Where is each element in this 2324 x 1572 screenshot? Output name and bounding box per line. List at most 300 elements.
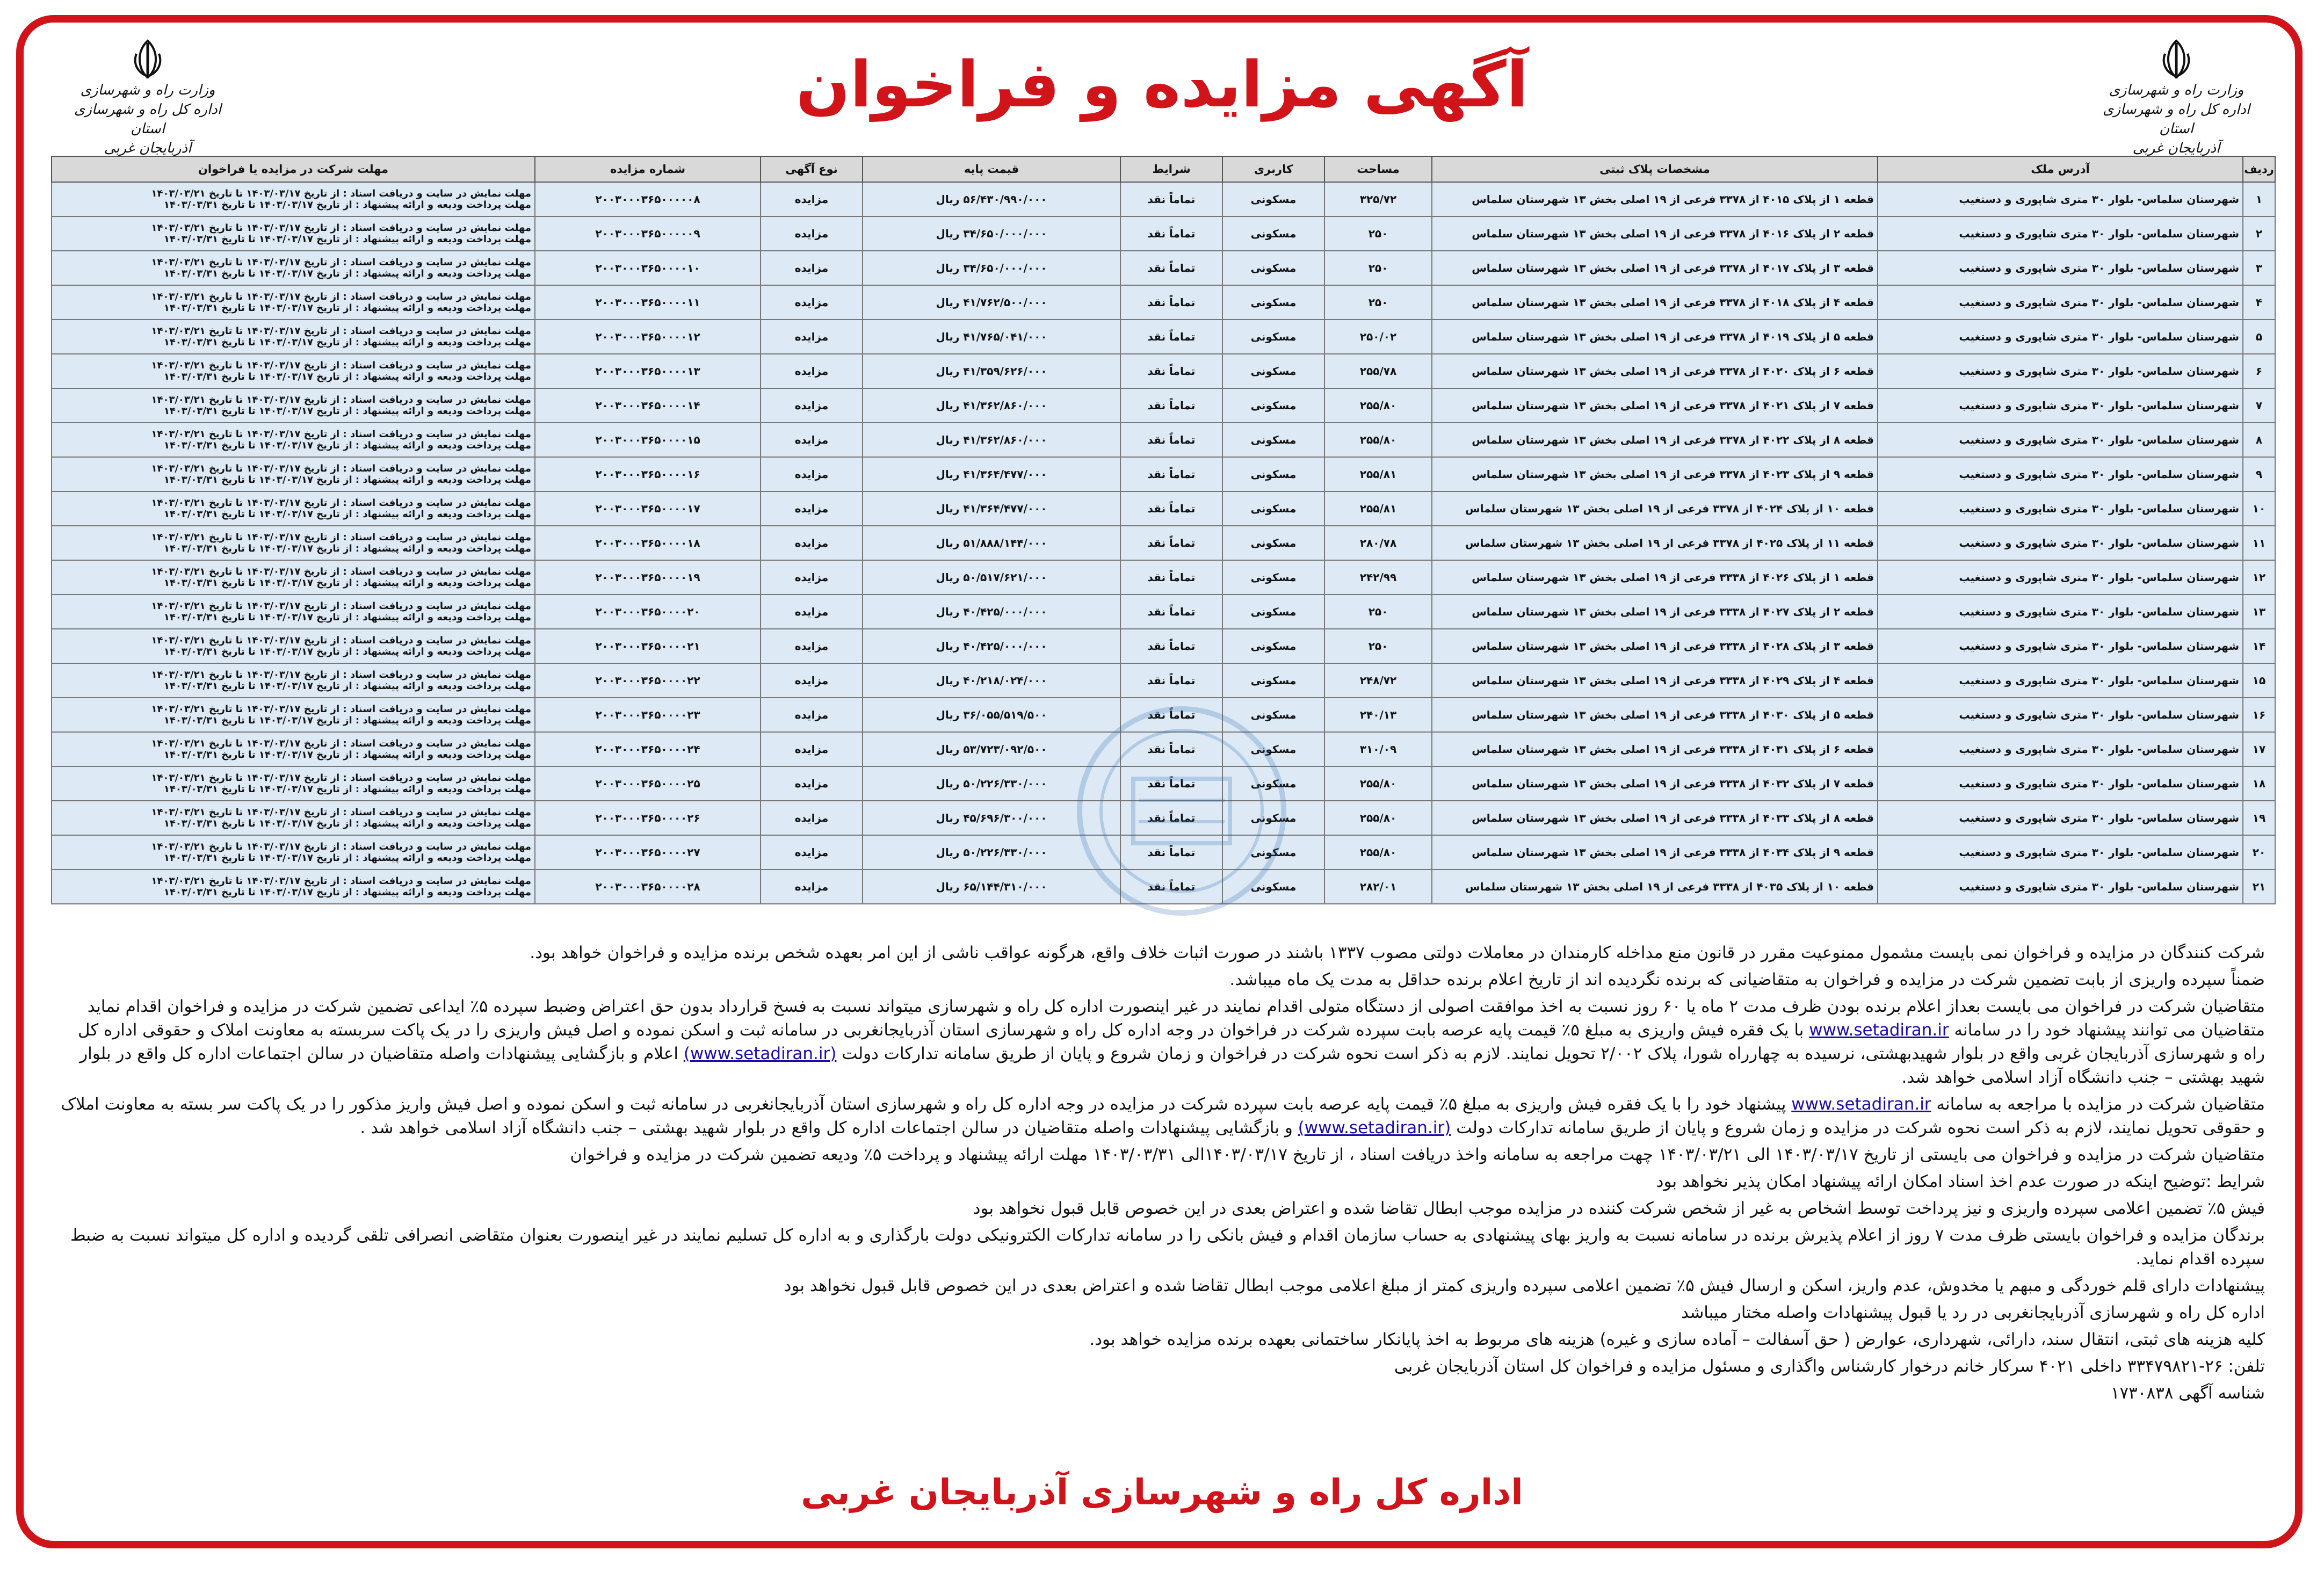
- cell-deadline: [52, 320, 535, 354]
- cell-usage: مسکونی: [1222, 766, 1324, 801]
- cell-usage: مسکونی: [1222, 423, 1324, 457]
- cell-row-number: ۵: [2243, 320, 2275, 354]
- table-row: [52, 560, 2275, 595]
- deadline-line: مهلت نمایش در سایت و دریافت اسناد : از تاریخ ۱۴۰۳/۰۳/۱۷ تا تاریخ ۱۴۰۳/۰۳/۲۱: [151, 222, 531, 234]
- cell-plak: قطعه ۷ از پلاک ۴۰۳۲ از ۳۳۳۸ فرعی از ۱۹ اصلی بخش ۱۳ شهرستان سلماس: [1432, 766, 1878, 801]
- table-row: [52, 216, 2275, 251]
- cell-row-number: ۶: [2243, 354, 2275, 388]
- cell-base-price: ۳۴/۶۵۰/۰۰۰/۰۰۰ ریال: [863, 251, 1120, 285]
- cell-conditions: تماماً نقد: [1120, 560, 1222, 595]
- cell-auction-number: ۲۰۰۳۰۰۰۳۶۵۰۰۰۰۲۶: [535, 801, 761, 835]
- cell-usage: مسکونی: [1222, 595, 1324, 629]
- cell-auction-number: ۲۰۰۳۰۰۰۳۶۵۰۰۰۰۲۲: [535, 663, 761, 698]
- cell-address: شهرستان سلماس- بلوار ۳۰ متری شاپوری و دستغیب: [1878, 663, 2243, 698]
- deadline-line: مهلت پرداخت ودیعه و ارائه پیشنهاد : از تاریخ ۱۴۰۳/۰۳/۱۷ تا تاریخ ۱۴۰۳/۰۳/۳۱: [163, 509, 531, 520]
- cell-deadline: [52, 354, 535, 388]
- watermark-stamp: [1069, 698, 1294, 924]
- table-row: [52, 663, 2275, 698]
- cell-ad-type: مزایده: [761, 801, 863, 835]
- logo-line-1: وزارت راه و شهرسازی: [2109, 82, 2244, 98]
- cell-conditions: تماماً نقد: [1120, 835, 1222, 870]
- cell-area: ۳۱۰/۰۹: [1324, 732, 1432, 766]
- col-header-area: مساحت: [1324, 156, 1432, 182]
- deadline-line: مهلت پرداخت ودیعه و ارائه پیشنهاد : از تاریخ ۱۴۰۳/۰۳/۱۷ تا تاریخ ۱۴۰۳/۰۳/۳۱: [163, 371, 531, 382]
- cell-area: ۲۵۰: [1324, 629, 1432, 663]
- deadline-line: مهلت نمایش در سایت و دریافت اسناد : از تاریخ ۱۴۰۳/۰۳/۱۷ تا تاریخ ۱۴۰۳/۰۳/۲۱: [151, 772, 531, 784]
- cell-area: ۲۵۵/۷۸: [1324, 354, 1432, 388]
- cell-address: شهرستان سلماس- بلوار ۳۰ متری شاپوری و دستغیب: [1878, 216, 2243, 251]
- cell-deadline: [52, 182, 535, 216]
- cell-conditions: تماماً نقد: [1120, 216, 1222, 251]
- cell-area: ۲۵۰: [1324, 285, 1432, 320]
- cell-conditions: تماماً نقد: [1120, 801, 1222, 835]
- col-header-ad-type: نوع آگهی: [761, 156, 863, 182]
- cell-area: ۳۲۵/۷۲: [1324, 182, 1432, 216]
- cell-address: شهرستان سلماس- بلوار ۳۰ متری شاپوری و دستغیب: [1878, 870, 2243, 904]
- cell-deadline: [52, 491, 535, 526]
- col-header-deadline: مهلت شرکت در مزایده یا فراخوان: [52, 156, 535, 182]
- col-header-base-price: قیمت پایه: [863, 156, 1120, 182]
- cell-auction-number: ۲۰۰۳۰۰۰۳۶۵۰۰۰۰۱۷: [535, 491, 761, 526]
- cell-usage: مسکونی: [1222, 182, 1324, 216]
- cell-row-number: ۱: [2243, 182, 2275, 216]
- col-header-row-number: ردیف: [2243, 156, 2275, 182]
- col-header-usage: کاربری: [1222, 156, 1324, 182]
- cell-usage: مسکونی: [1222, 835, 1324, 870]
- cell-area: ۲۵۵/۸۰: [1324, 423, 1432, 457]
- cell-auction-number: ۲۰۰۳۰۰۰۳۶۵۰۰۰۰۲۵: [535, 766, 761, 801]
- cell-row-number: ۱۵: [2243, 663, 2275, 698]
- cell-conditions: تماماً نقد: [1120, 629, 1222, 663]
- deadline-line: مهلت پرداخت ودیعه و ارائه پیشنهاد : از تاریخ ۱۴۰۳/۰۳/۱۷ تا تاریخ ۱۴۰۳/۰۳/۳۱: [163, 577, 531, 589]
- cell-auction-number: ۲۰۰۳۰۰۰۳۶۵۰۰۰۰۲۷: [535, 835, 761, 870]
- note-paragraph: کلیه هزینه های ثبتی، انتقال سند، دارائی، شهرداری، عوارض ( حق آسفالت – آماده سازی و غیره) هزینه های مربوط به اخذ پایانکار ساختمانی بعهده برنده مزایده خواهد بود.: [1089, 1330, 2265, 1349]
- cell-auction-number: ۲۰۰۳۰۰۰۳۶۵۰۰۰۰۱۹: [535, 560, 761, 595]
- deadline-line: مهلت پرداخت ودیعه و ارائه پیشنهاد : از تاریخ ۱۴۰۳/۰۳/۱۷ تا تاریخ ۱۴۰۳/۰۳/۳۱: [163, 268, 531, 279]
- cell-deadline: [52, 423, 535, 457]
- cell-address: شهرستان سلماس- بلوار ۳۰ متری شاپوری و دستغیب: [1878, 491, 2243, 526]
- cell-plak: قطعه ۷ از پلاک ۴۰۲۱ از ۳۳۷۸ فرعی از ۱۹ اصلی بخش ۱۳ شهرستان سلماس: [1432, 388, 1878, 423]
- footer-organization: اداره کل راه و شهرسازی آذربایجان غربی: [801, 1472, 1523, 1513]
- cell-address: شهرستان سلماس- بلوار ۳۰ متری شاپوری و دستغیب: [1878, 423, 2243, 457]
- cell-base-price: ۴۵/۶۹۶/۳۰۰/۰۰۰ ریال: [863, 801, 1120, 835]
- cell-plak: قطعه ۱۰ از پلاک ۴۰۳۵ از ۳۳۳۸ فرعی از ۱۹ اصلی بخش ۱۳ شهرستان سلماس: [1432, 870, 1878, 904]
- cell-ad-type: مزایده: [761, 835, 863, 870]
- deadline-line: مهلت پرداخت ودیعه و ارائه پیشنهاد : از تاریخ ۱۴۰۳/۰۳/۱۷ تا تاریخ ۱۴۰۳/۰۳/۳۱: [163, 337, 531, 348]
- deadline-line: مهلت نمایش در سایت و دریافت اسناد : از تاریخ ۱۴۰۳/۰۳/۱۷ تا تاریخ ۱۴۰۳/۰۳/۲۱: [151, 429, 531, 440]
- deadline-line: مهلت پرداخت ودیعه و ارائه پیشنهاد : از تاریخ ۱۴۰۳/۰۳/۱۷ تا تاریخ ۱۴۰۳/۰۳/۳۱: [163, 543, 531, 554]
- cell-deadline: [52, 698, 535, 732]
- cell-ad-type: مزایده: [761, 285, 863, 320]
- cell-auction-number: ۲۰۰۳۰۰۰۳۶۵۰۰۰۰۲۸: [535, 870, 761, 904]
- cell-row-number: ۱۶: [2243, 698, 2275, 732]
- cell-deadline: [52, 526, 535, 560]
- cell-row-number: ۱۴: [2243, 629, 2275, 663]
- cell-ad-type: مزایده: [761, 595, 863, 629]
- note-paragraph: متقاضیان شرکت در مزایده با مراجعه به سامانه www.setadiran.ir پیشنهاد خود را با یک فقره فیش واریزی به مبلغ ۵٪ قیمت پایه عرصه بابت سپرده شرکت در مزایده در وجه اداره کل راه و شهرسازی استان آذربایجانغربی در سامانه ثبت و اسکن نموده و اصل فیش واریز مذکور را در یک پاکت سر بسته به معاونت املاک و حقوقی تحویل نمایند، لازم به ذکر است نحوه شرکت در مزایده و زمان شروع و پایان از طریق سامانه تدارکات دولت (www.setadiran.ir) و بازگشایی پیشنهادات واصله متقاضیان در سالن اجتماعات اداره کل واقع در بلوار شهید بهشتی – جنب دانشگاه آزاد اسلامی خواهد شد .: [61, 1095, 2265, 1138]
- cell-auction-number: ۲۰۰۳۰۰۰۳۶۵۰۰۰۰۰۸: [535, 182, 761, 216]
- deadline-line: مهلت نمایش در سایت و دریافت اسناد : از تاریخ ۱۴۰۳/۰۳/۱۷ تا تاریخ ۱۴۰۳/۰۳/۲۱: [151, 669, 531, 680]
- cell-usage: مسکونی: [1222, 560, 1324, 595]
- cell-base-price: ۳۴/۶۵۰/۰۰۰/۰۰۰ ریال: [863, 216, 1120, 251]
- logo-line-2: اداره کل راه و شهرسازی استان: [2102, 102, 2250, 137]
- cell-address: شهرستان سلماس- بلوار ۳۰ متری شاپوری و دستغیب: [1878, 560, 2243, 595]
- cell-area: ۲۸۲/۰۱: [1324, 870, 1432, 904]
- cell-plak: قطعه ۹ از پلاک ۴۰۳۴ از ۳۳۳۸ فرعی از ۱۹ اصلی بخش ۱۳ شهرستان سلماس: [1432, 835, 1878, 870]
- deadline-line: مهلت پرداخت ودیعه و ارائه پیشنهاد : از تاریخ ۱۴۰۳/۰۳/۱۷ تا تاریخ ۱۴۰۳/۰۳/۳۱: [163, 612, 531, 623]
- cell-base-price: ۵۰/۵۱۷/۶۲۱/۰۰۰ ریال: [863, 560, 1120, 595]
- conditions-text: [57, 941, 2265, 1408]
- cell-deadline: [52, 388, 535, 423]
- cell-usage: مسکونی: [1222, 629, 1324, 663]
- cell-ad-type: مزایده: [761, 526, 863, 560]
- deadline-line: مهلت پرداخت ودیعه و ارائه پیشنهاد : از تاریخ ۱۴۰۳/۰۳/۱۷ تا تاریخ ۱۴۰۳/۰۳/۳۱: [163, 234, 531, 245]
- cell-address: شهرستان سلماس- بلوار ۳۰ متری شاپوری و دستغیب: [1878, 732, 2243, 766]
- cell-address: شهرستان سلماس- بلوار ۳۰ متری شاپوری و دستغیب: [1878, 629, 2243, 663]
- deadline-line: مهلت نمایش در سایت و دریافت اسناد : از تاریخ ۱۴۰۳/۰۳/۱۷ تا تاریخ ۱۴۰۳/۰۳/۲۱: [151, 188, 531, 199]
- cell-row-number: ۱۱: [2243, 526, 2275, 560]
- cell-conditions: تماماً نقد: [1120, 732, 1222, 766]
- cell-base-price: ۶۵/۱۴۴/۳۱۰/۰۰۰ ریال: [863, 870, 1120, 904]
- cell-address: شهرستان سلماس- بلوار ۳۰ متری شاپوری و دستغیب: [1878, 388, 2243, 423]
- cell-auction-number: ۲۰۰۳۰۰۰۳۶۵۰۰۰۰۰۹: [535, 216, 761, 251]
- cell-deadline: [52, 285, 535, 320]
- deadline-line: مهلت پرداخت ودیعه و ارائه پیشنهاد : از تاریخ ۱۴۰۳/۰۳/۱۷ تا تاریخ ۱۴۰۳/۰۳/۳۱: [163, 199, 531, 211]
- cell-conditions: تماماً نقد: [1120, 182, 1222, 216]
- deadline-line: مهلت نمایش در سایت و دریافت اسناد : از تاریخ ۱۴۰۳/۰۳/۱۷ تا تاریخ ۱۴۰۳/۰۳/۲۱: [151, 566, 531, 577]
- col-header-plak: مشخصات پلاک ثبتی: [1432, 156, 1878, 182]
- deadline-line: مهلت نمایش در سایت و دریافت اسناد : از تاریخ ۱۴۰۳/۰۳/۱۷ تا تاریخ ۱۴۰۳/۰۳/۲۱: [151, 497, 531, 509]
- cell-row-number: ۷: [2243, 388, 2275, 423]
- cell-plak: قطعه ۵ از پلاک ۴۰۳۰ از ۳۳۳۸ فرعی از ۱۹ اصلی بخش ۱۳ شهرستان سلماس: [1432, 698, 1878, 732]
- deadline-line: مهلت نمایش در سایت و دریافت اسناد : از تاریخ ۱۴۰۳/۰۳/۱۷ تا تاریخ ۱۴۰۳/۰۳/۲۱: [151, 704, 531, 715]
- cell-base-price: ۵۶/۴۳۰/۹۹۰/۰۰۰ ریال: [863, 182, 1120, 216]
- cell-usage: مسکونی: [1222, 457, 1324, 491]
- setadiran-link-paren[interactable]: (www.setadiran.ir): [683, 1044, 837, 1063]
- cell-usage: مسکونی: [1222, 354, 1324, 388]
- cell-ad-type: مزایده: [761, 423, 863, 457]
- cell-auction-number: ۲۰۰۳۰۰۰۳۶۵۰۰۰۰۱۴: [535, 388, 761, 423]
- cell-auction-number: ۲۰۰۳۰۰۰۳۶۵۰۰۰۰۱۸: [535, 526, 761, 560]
- table-header-row: [52, 156, 2275, 182]
- note-paragraph: متقاضیان شرکت در فراخوان می بایست بعداز اعلام برنده بودن ظرف مدت ۲ ماه یا ۶۰ روز نسبت به اخذ موافقت اصولی از دستگاه متولی اقدام نمایند در غیر اینصورت اداره کل راه و شهرسازی میتواند نسبت به فسخ قرارداد بدون حق اعتراض وضبط سپرده ۵٪ ایداعی تضمین شرکت در مزایده و فراخوان اقدام نماید متقاضیان می توانند پیشنهاد خود را در سامانه www.setadiran.ir با یک فقره فیش واریزی به مبلغ ۵٪ قیمت پایه عرصه بابت سپرده شرکت در فراخوان در وجه اداره کل راه و شهرسازی استان آذربایجانغربی در سامانه ثبت و اسکن نموده و اصل فیش واریزی را در یک پاکت سربسته به معاونت املاک و حقوقی اداره کل راه و شهرسازی آذربایجان غربی واقع در بلوار شهیدبهشتی، نرسیده به چهارراه شورا، پلاک ۲/۰۰۲ تحویل نمایند. لازم به ذکر است نحوه شرکت در فراخوان و زمان شروع و پایان از طریق سامانه تدارکات دولت (www.setadiran.ir) اعلام و بازگشایی پیشنهادات واصله متقاضیان در سالن اجتماعات اداره کل واقع در بلوار شهید بهشتی – جنب دانشگاه آزاد اسلامی خواهد شد.: [77, 997, 2265, 1087]
- cell-ad-type: مزایده: [761, 732, 863, 766]
- note-paragraph: اداره کل راه و شهرسازی آذربایجانغربی در رد یا قبول پیشنهادات واصله مختار میباشد: [1681, 1303, 2265, 1322]
- cell-usage: مسکونی: [1222, 491, 1324, 526]
- cell-ad-type: مزایده: [761, 182, 863, 216]
- cell-row-number: ۱۲: [2243, 560, 2275, 595]
- cell-address: شهرستان سلماس- بلوار ۳۰ متری شاپوری و دستغیب: [1878, 251, 2243, 285]
- cell-usage: مسکونی: [1222, 801, 1324, 835]
- setadiran-link-paren[interactable]: (www.setadiran.ir): [1298, 1118, 1451, 1138]
- cell-area: ۲۵۵/۸۰: [1324, 388, 1432, 423]
- cell-area: ۲۵۰: [1324, 595, 1432, 629]
- cell-conditions: تماماً نقد: [1120, 354, 1222, 388]
- deadline-line: مهلت پرداخت ودیعه و ارائه پیشنهاد : از تاریخ ۱۴۰۳/۰۳/۱۷ تا تاریخ ۱۴۰۳/۰۳/۳۱: [163, 680, 531, 692]
- ad-id: شناسه آگهی ۱۷۳۰۸۳۸: [2110, 1383, 2265, 1403]
- cell-address: شهرستان سلماس- بلوار ۳۰ متری شاپوری و دستغیب: [1878, 526, 2243, 560]
- cell-usage: مسکونی: [1222, 870, 1324, 904]
- cell-area: ۲۵۵/۸۰: [1324, 835, 1432, 870]
- col-header-conditions: شرایط: [1120, 156, 1222, 182]
- cell-row-number: ۸: [2243, 423, 2275, 457]
- cell-conditions: تماماً نقد: [1120, 251, 1222, 285]
- cell-base-price: ۴۱/۳۶۴/۴۷۷/۰۰۰ ریال: [863, 457, 1120, 491]
- deadline-line: مهلت پرداخت ودیعه و ارائه پیشنهاد : از تاریخ ۱۴۰۳/۰۳/۱۷ تا تاریخ ۱۴۰۳/۰۳/۳۱: [163, 784, 531, 795]
- cell-row-number: ۱۹: [2243, 801, 2275, 835]
- cell-area: ۲۵۰: [1324, 251, 1432, 285]
- cell-area: ۲۵۰/۰۲: [1324, 320, 1432, 354]
- deadline-line: مهلت نمایش در سایت و دریافت اسناد : از تاریخ ۱۴۰۳/۰۳/۱۷ تا تاریخ ۱۴۰۳/۰۳/۲۱: [151, 532, 531, 543]
- cell-plak: قطعه ۵ از پلاک ۴۰۱۹ از ۳۳۷۸ فرعی از ۱۹ اصلی بخش ۱۳ شهرستان سلماس: [1432, 320, 1878, 354]
- note-paragraph: برندگان مزایده و فراخوان بایستی ظرف مدت ۷ روز از اعلام پذیرش برنده در سامانه نسبت به واریز بهای پیشنهادی به حساب سازمان اقدام و فیش بانکی را در سامانه تدارکات الکترونیکی دولت بارگذاری و به اداره کل تسلیم نمایند در غیر اینصورت بعنوان متقاضی انصرافی تلقی گردیده و اداره کل میتواند نسبت به ضبط سپرده اقدام نماید.: [70, 1226, 2265, 1269]
- logo-line-3: آذربایجان غربی: [2132, 140, 2220, 156]
- cell-row-number: ۱۸: [2243, 766, 2275, 801]
- deadline-line: مهلت نمایش در سایت و دریافت اسناد : از تاریخ ۱۴۰۳/۰۳/۱۷ تا تاریخ ۱۴۰۳/۰۳/۲۱: [151, 875, 531, 887]
- cell-address: شهرستان سلماس- بلوار ۳۰ متری شاپوری و دستغیب: [1878, 285, 2243, 320]
- cell-area: ۲۵۵/۸۱: [1324, 457, 1432, 491]
- note-paragraph: فیش ۵٪ تضمین اعلامی سپرده واریزی و نیز پرداخت توسط اشخاص به غیر از شخص شرکت کننده در مزایده موجب ابطال تقاضا شده و اعتراض بعدی در این خصوص قابل قبول نخواهد بود: [973, 1199, 2265, 1218]
- table-row: [52, 629, 2275, 663]
- deadline-line: مهلت نمایش در سایت و دریافت اسناد : از تاریخ ۱۴۰۳/۰۳/۱۷ تا تاریخ ۱۴۰۳/۰۳/۲۱: [151, 841, 531, 852]
- cell-auction-number: ۲۰۰۳۰۰۰۳۶۵۰۰۰۰۲۴: [535, 732, 761, 766]
- cell-auction-number: ۲۰۰۳۰۰۰۳۶۵۰۰۰۰۲۰: [535, 595, 761, 629]
- col-header-auction-number: شماره مزایده: [535, 156, 761, 182]
- table-row: [52, 491, 2275, 526]
- cell-deadline: [52, 732, 535, 766]
- table-row: [52, 526, 2275, 560]
- table-row: [52, 388, 2275, 423]
- cell-conditions: تماماً نقد: [1120, 663, 1222, 698]
- deadline-line: مهلت پرداخت ودیعه و ارائه پیشنهاد : از تاریخ ۱۴۰۳/۰۳/۱۷ تا تاریخ ۱۴۰۳/۰۳/۳۱: [163, 405, 531, 417]
- note-paragraph: پیشنهادات دارای قلم خوردگی و مبهم یا مخدوش، عدم واریز، اسکن و ارسال فیش ۵٪ تضمین اعلامی سپرده واریزی کمتر از مبلغ اعلامی موجب ابطال تقاضا شده و اعتراض بعدی در این خصوص قابل قبول نخواهد بود: [784, 1276, 2265, 1295]
- logo-line-3: آذربایجان غربی: [104, 140, 192, 156]
- cell-plak: قطعه ۱ از پلاک ۴۰۲۶ از ۳۳۳۸ فرعی از ۱۹ اصلی بخش ۱۳ شهرستان سلماس: [1432, 560, 1878, 595]
- cell-base-price: ۴۱/۳۵۹/۶۲۶/۰۰۰ ریال: [863, 354, 1120, 388]
- cell-plak: قطعه ۴ از پلاک ۴۰۱۸ از ۳۳۷۸ فرعی از ۱۹ اصلی بخش ۱۳ شهرستان سلماس: [1432, 285, 1878, 320]
- cell-ad-type: مزایده: [761, 251, 863, 285]
- col-header-address: آدرس ملک: [1878, 156, 2243, 182]
- table-row: [52, 182, 2275, 216]
- cell-plak: قطعه ۳ از پلاک ۴۰۱۷ از ۳۳۷۸ فرعی از ۱۹ اصلی بخش ۱۳ شهرستان سلماس: [1432, 251, 1878, 285]
- deadline-line: مهلت پرداخت ودیعه و ارائه پیشنهاد : از تاریخ ۱۴۰۳/۰۳/۱۷ تا تاریخ ۱۴۰۳/۰۳/۳۱: [163, 440, 531, 451]
- cell-row-number: ۲: [2243, 216, 2275, 251]
- cell-conditions: تماماً نقد: [1120, 491, 1222, 526]
- cell-plak: قطعه ۲ از پلاک ۴۰۲۷ از ۳۳۳۸ فرعی از ۱۹ اصلی بخش ۱۳ شهرستان سلماس: [1432, 595, 1878, 629]
- cell-usage: مسکونی: [1222, 388, 1324, 423]
- cell-conditions: تماماً نقد: [1120, 595, 1222, 629]
- note-paragraph: ضمناً سپرده واریزی از بابت تضمین شرکت در مزایده و فراخوان به متقاضیانی که برنده نگردیده اند از تاریخ اعلام برنده حداقل به مدت یک ماه میباشد.: [1229, 970, 2265, 989]
- cell-plak: قطعه ۶ از پلاک ۴۰۳۱ از ۳۳۳۸ فرعی از ۱۹ اصلی بخش ۱۳ شهرستان سلماس: [1432, 732, 1878, 766]
- cell-address: شهرستان سلماس- بلوار ۳۰ متری شاپوری و دستغیب: [1878, 182, 2243, 216]
- cell-plak: قطعه ۱ از پلاک ۴۰۱۵ از ۳۳۷۸ فرعی از ۱۹ اصلی بخش ۱۳ شهرستان سلماس: [1432, 182, 1878, 216]
- page-title: آگهی مزایده و فراخوان: [795, 47, 1529, 121]
- cell-row-number: ۱۳: [2243, 595, 2275, 629]
- cell-ad-type: مزایده: [761, 560, 863, 595]
- deadline-line: مهلت پرداخت ودیعه و ارائه پیشنهاد : از تاریخ ۱۴۰۳/۰۳/۱۷ تا تاریخ ۱۴۰۳/۰۳/۳۱: [163, 818, 531, 829]
- cell-base-price: ۴۱/۳۶۲/۸۶۰/۰۰۰ ریال: [863, 388, 1120, 423]
- cell-deadline: [52, 560, 535, 595]
- cell-conditions: تماماً نقد: [1120, 457, 1222, 491]
- cell-plak: قطعه ۲ از پلاک ۴۰۱۶ از ۳۳۷۸ فرعی از ۱۹ اصلی بخش ۱۳ شهرستان سلماس: [1432, 216, 1878, 251]
- cell-deadline: [52, 801, 535, 835]
- cell-address: شهرستان سلماس- بلوار ۳۰ متری شاپوری و دستغیب: [1878, 698, 2243, 732]
- cell-usage: مسکونی: [1222, 698, 1324, 732]
- cell-ad-type: مزایده: [761, 663, 863, 698]
- cell-ad-type: مزایده: [761, 388, 863, 423]
- cell-plak: قطعه ۹ از پلاک ۴۰۲۳ از ۳۳۷۸ فرعی از ۱۹ اصلی بخش ۱۳ شهرستان سلماس: [1432, 457, 1878, 491]
- cell-deadline: [52, 629, 535, 663]
- cell-base-price: ۴۱/۳۶۲/۸۶۰/۰۰۰ ریال: [863, 423, 1120, 457]
- cell-deadline: [52, 835, 535, 870]
- cell-base-price: ۵۰/۲۲۶/۳۳۰/۰۰۰ ریال: [863, 766, 1120, 801]
- cell-plak: قطعه ۴ از پلاک ۴۰۲۹ از ۳۳۳۸ فرعی از ۱۹ اصلی بخش ۱۳ شهرستان سلماس: [1432, 663, 1878, 698]
- cell-deadline: [52, 457, 535, 491]
- deadline-line: مهلت نمایش در سایت و دریافت اسناد : از تاریخ ۱۴۰۳/۰۳/۱۷ تا تاریخ ۱۴۰۳/۰۳/۲۱: [151, 600, 531, 612]
- cell-base-price: ۴۰/۴۲۵/۰۰۰/۰۰۰ ریال: [863, 595, 1120, 629]
- cell-area: ۲۵۰: [1324, 216, 1432, 251]
- cell-address: شهرستان سلماس- بلوار ۳۰ متری شاپوری و دستغیب: [1878, 595, 2243, 629]
- table-row: [52, 320, 2275, 354]
- deadline-line: مهلت پرداخت ودیعه و ارائه پیشنهاد : از تاریخ ۱۴۰۳/۰۳/۱۷ تا تاریخ ۱۴۰۳/۰۳/۳۱: [163, 852, 531, 864]
- cell-row-number: ۹: [2243, 457, 2275, 491]
- cell-address: شهرستان سلماس- بلوار ۳۰ متری شاپوری و دستغیب: [1878, 320, 2243, 354]
- cell-base-price: ۵۳/۷۲۳/۰۹۲/۵۰۰ ریال: [863, 732, 1120, 766]
- cell-ad-type: مزایده: [761, 216, 863, 251]
- cell-deadline: [52, 766, 535, 801]
- cell-area: ۲۸۰/۷۸: [1324, 526, 1432, 560]
- cell-area: ۲۴۸/۷۲: [1324, 663, 1432, 698]
- deadline-line: مهلت نمایش در سایت و دریافت اسناد : از تاریخ ۱۴۰۳/۰۳/۱۷ تا تاریخ ۱۴۰۳/۰۳/۲۱: [151, 394, 531, 405]
- cell-row-number: ۱۰: [2243, 491, 2275, 526]
- cell-deadline: [52, 870, 535, 904]
- cell-base-price: ۴۰/۲۱۸/۰۲۴/۰۰۰ ریال: [863, 663, 1120, 698]
- cell-ad-type: مزایده: [761, 766, 863, 801]
- note-paragraph: متقاضیان شرکت در مزایده و فراخوان می بایستی از تاریخ ۱۴۰۳/۰۳/۱۷ الی ۱۴۰۳/۰۳/۲۱ چهت مراجعه به سامانه واخذ دریافت اسناد ، از تاریخ ۱۴۰۳/۰۳/۱۷الی ۱۴۰۳/۰۳/۳۱ مهلت ارائه پیشنهاد و پرداخت ۵٪ ودیعه تضمین شرکت در مزایده و فراخوان: [570, 1145, 2265, 1164]
- cell-conditions: تماماً نقد: [1120, 698, 1222, 732]
- cell-conditions: تماماً نقد: [1120, 320, 1222, 354]
- cell-ad-type: مزایده: [761, 457, 863, 491]
- cell-auction-number: ۲۰۰۳۰۰۰۳۶۵۰۰۰۰۱۳: [535, 354, 761, 388]
- deadline-line: مهلت نمایش در سایت و دریافت اسناد : از تاریخ ۱۴۰۳/۰۳/۱۷ تا تاریخ ۱۴۰۳/۰۳/۲۱: [151, 738, 531, 749]
- cell-base-price: ۴۱/۷۶۵/۰۴۱/۰۰۰ ریال: [863, 320, 1120, 354]
- cell-ad-type: مزایده: [761, 629, 863, 663]
- cell-usage: مسکونی: [1222, 732, 1324, 766]
- cell-conditions: تماماً نقد: [1120, 766, 1222, 801]
- cell-area: ۲۴۲/۹۹: [1324, 560, 1432, 595]
- cell-base-price: ۵۱/۸۸۸/۱۴۴/۰۰۰ ریال: [863, 526, 1120, 560]
- cell-plak: قطعه ۱۱ از پلاک ۴۰۲۵ از ۳۳۷۸ فرعی از ۱۹ اصلی بخش ۱۳ شهرستان سلماس: [1432, 526, 1878, 560]
- cell-usage: مسکونی: [1222, 251, 1324, 285]
- cell-base-price: ۴۱/۳۶۴/۴۷۷/۰۰۰ ریال: [863, 491, 1120, 526]
- cell-address: شهرستان سلماس- بلوار ۳۰ متری شاپوری و دستغیب: [1878, 457, 2243, 491]
- cell-auction-number: ۲۰۰۳۰۰۰۳۶۵۰۰۰۰۲۱: [535, 629, 761, 663]
- cell-conditions: تماماً نقد: [1120, 388, 1222, 423]
- table-row: [52, 251, 2275, 285]
- deadline-line: مهلت پرداخت ودیعه و ارائه پیشنهاد : از تاریخ ۱۴۰۳/۰۳/۱۷ تا تاریخ ۱۴۰۳/۰۳/۳۱: [163, 302, 531, 314]
- deadline-line: مهلت نمایش در سایت و دریافت اسناد : از تاریخ ۱۴۰۳/۰۳/۱۷ تا تاریخ ۱۴۰۳/۰۳/۲۱: [151, 807, 531, 818]
- cell-area: ۲۴۰/۱۳: [1324, 698, 1432, 732]
- setadiran-link[interactable]: www.setadiran.ir: [1809, 1020, 1949, 1040]
- setadiran-link[interactable]: www.setadiran.ir: [1791, 1095, 1931, 1114]
- cell-deadline: [52, 595, 535, 629]
- cell-address: شهرستان سلماس- بلوار ۳۰ متری شاپوری و دستغیب: [1878, 801, 2243, 835]
- deadline-line: مهلت نمایش در سایت و دریافت اسناد : از تاریخ ۱۴۰۳/۰۳/۱۷ تا تاریخ ۱۴۰۳/۰۳/۲۱: [151, 360, 531, 371]
- cell-row-number: ۱۷: [2243, 732, 2275, 766]
- contact-phone: تلفن: ۲۶-۳۳۴۷۹۸۲۱ داخلی ۴۰۲۱ سرکار خانم درخوار کارشناس واگذاری و مسئول مزایده و فراخوان کل استان آذربایجان غربی: [1394, 1357, 2265, 1376]
- cell-ad-type: مزایده: [761, 320, 863, 354]
- cell-deadline: [52, 251, 535, 285]
- cell-area: ۲۵۵/۸۰: [1324, 766, 1432, 801]
- logo-line-2: اداره کل راه و شهرسازی استان: [74, 102, 221, 137]
- cell-plak: قطعه ۸ از پلاک ۴۰۲۲ از ۳۳۷۸ فرعی از ۱۹ اصلی بخش ۱۳ شهرستان سلماس: [1432, 423, 1878, 457]
- logo-line-1: وزارت راه و شهرسازی: [80, 82, 215, 98]
- cell-conditions: تماماً نقد: [1120, 526, 1222, 560]
- cell-deadline: [52, 663, 535, 698]
- table-row: [52, 595, 2275, 629]
- table-row: [52, 457, 2275, 491]
- cell-conditions: تماماً نقد: [1120, 870, 1222, 904]
- cell-plak: قطعه ۸ از پلاک ۴۰۳۳ از ۳۳۳۸ فرعی از ۱۹ اصلی بخش ۱۳ شهرستان سلماس: [1432, 801, 1878, 835]
- deadline-line: مهلت نمایش در سایت و دریافت اسناد : از تاریخ ۱۴۰۳/۰۳/۱۷ تا تاریخ ۱۴۰۳/۰۳/۲۱: [151, 463, 531, 474]
- cell-plak: قطعه ۱۰ از پلاک ۴۰۲۴ از ۳۳۷۸ فرعی از ۱۹ اصلی بخش ۱۳ شهرستان سلماس: [1432, 491, 1878, 526]
- note-paragraph: شرکت کنندگان در مزایده و فراخوان نمی بایست مشمول ممنوعیت مقرر در قانون منع مداخله کارمندان در معاملات دولتی مصوب ۱۳۳۷ باشند در صورت اثبات خلاف واقع، هرگونه عواقب ناشی از این امر بعهده شخص برنده مزایده و فراخوان خواهد بود.: [530, 943, 2265, 962]
- deadline-line: مهلت پرداخت ودیعه و ارائه پیشنهاد : از تاریخ ۱۴۰۳/۰۳/۱۷ تا تاریخ ۱۴۰۳/۰۳/۳۱: [163, 646, 531, 657]
- cell-auction-number: ۲۰۰۳۰۰۰۳۶۵۰۰۰۰۱۶: [535, 457, 761, 491]
- cell-base-price: ۳۶/۰۵۵/۵۱۹/۵۰۰ ریال: [863, 698, 1120, 732]
- cell-auction-number: ۲۰۰۳۰۰۰۳۶۵۰۰۰۰۱۲: [535, 320, 761, 354]
- cell-auction-number: ۲۰۰۳۰۰۰۳۶۵۰۰۰۰۱۵: [535, 423, 761, 457]
- cell-row-number: ۳: [2243, 251, 2275, 285]
- cell-ad-type: مزایده: [761, 870, 863, 904]
- cell-ad-type: مزایده: [761, 491, 863, 526]
- cell-conditions: تماماً نقد: [1120, 285, 1222, 320]
- cell-deadline: [52, 216, 535, 251]
- cell-address: شهرستان سلماس- بلوار ۳۰ متری شاپوری و دستغیب: [1878, 835, 2243, 870]
- cell-base-price: ۵۰/۲۲۶/۳۳۰/۰۰۰ ریال: [863, 835, 1120, 870]
- cell-auction-number: ۲۰۰۳۰۰۰۳۶۵۰۰۰۰۱۰: [535, 251, 761, 285]
- table-row: [52, 423, 2275, 457]
- cell-address: شهرستان سلماس- بلوار ۳۰ متری شاپوری و دستغیب: [1878, 766, 2243, 801]
- table-row: [52, 285, 2275, 320]
- cell-area: ۲۵۵/۸۰: [1324, 801, 1432, 835]
- cell-auction-number: ۲۰۰۳۰۰۰۳۶۵۰۰۰۰۲۳: [535, 698, 761, 732]
- deadline-line: مهلت نمایش در سایت و دریافت اسناد : از تاریخ ۱۴۰۳/۰۳/۱۷ تا تاریخ ۱۴۰۳/۰۳/۲۱: [151, 257, 531, 268]
- deadline-line: مهلت نمایش در سایت و دریافت اسناد : از تاریخ ۱۴۰۳/۰۳/۱۷ تا تاریخ ۱۴۰۳/۰۳/۲۱: [151, 325, 531, 337]
- cell-ad-type: مزایده: [761, 354, 863, 388]
- cell-row-number: ۴: [2243, 285, 2275, 320]
- cell-base-price: ۴۱/۷۶۲/۵۰۰/۰۰۰ ریال: [863, 285, 1120, 320]
- deadline-line: مهلت پرداخت ودیعه و ارائه پیشنهاد : از تاریخ ۱۴۰۳/۰۳/۱۷ تا تاریخ ۱۴۰۳/۰۳/۳۱: [163, 715, 531, 726]
- cell-row-number: ۲۰: [2243, 835, 2275, 870]
- cell-usage: مسکونی: [1222, 320, 1324, 354]
- deadline-line: مهلت نمایش در سایت و دریافت اسناد : از تاریخ ۱۴۰۳/۰۳/۱۷ تا تاریخ ۱۴۰۳/۰۳/۲۱: [151, 291, 531, 302]
- cell-row-number: ۲۱: [2243, 870, 2275, 904]
- deadline-line: مهلت پرداخت ودیعه و ارائه پیشنهاد : از تاریخ ۱۴۰۳/۰۳/۱۷ تا تاریخ ۱۴۰۳/۰۳/۳۱: [163, 887, 531, 898]
- cell-base-price: ۴۰/۴۲۵/۰۰۰/۰۰۰ ریال: [863, 629, 1120, 663]
- cell-usage: مسکونی: [1222, 216, 1324, 251]
- cell-plak: قطعه ۶ از پلاک ۴۰۲۰ از ۳۳۷۸ فرعی از ۱۹ اصلی بخش ۱۳ شهرستان سلماس: [1432, 354, 1878, 388]
- table-row: [52, 354, 2275, 388]
- deadline-line: مهلت پرداخت ودیعه و ارائه پیشنهاد : از تاریخ ۱۴۰۳/۰۳/۱۷ تا تاریخ ۱۴۰۳/۰۳/۳۱: [163, 749, 531, 760]
- deadline-line: مهلت نمایش در سایت و دریافت اسناد : از تاریخ ۱۴۰۳/۰۳/۱۷ تا تاریخ ۱۴۰۳/۰۳/۲۱: [151, 635, 531, 646]
- cell-ad-type: مزایده: [761, 698, 863, 732]
- cell-usage: مسکونی: [1222, 663, 1324, 698]
- cell-auction-number: ۲۰۰۳۰۰۰۳۶۵۰۰۰۰۱۱: [535, 285, 761, 320]
- note-paragraph: شرایط :توضیح اینکه در صورت عدم اخذ اسناد امکان ارائه پیشنهاد امکان پذیر نخواهد بود: [1656, 1172, 2265, 1191]
- cell-conditions: تماماً نقد: [1120, 423, 1222, 457]
- cell-address: شهرستان سلماس- بلوار ۳۰ متری شاپوری و دستغیب: [1878, 354, 2243, 388]
